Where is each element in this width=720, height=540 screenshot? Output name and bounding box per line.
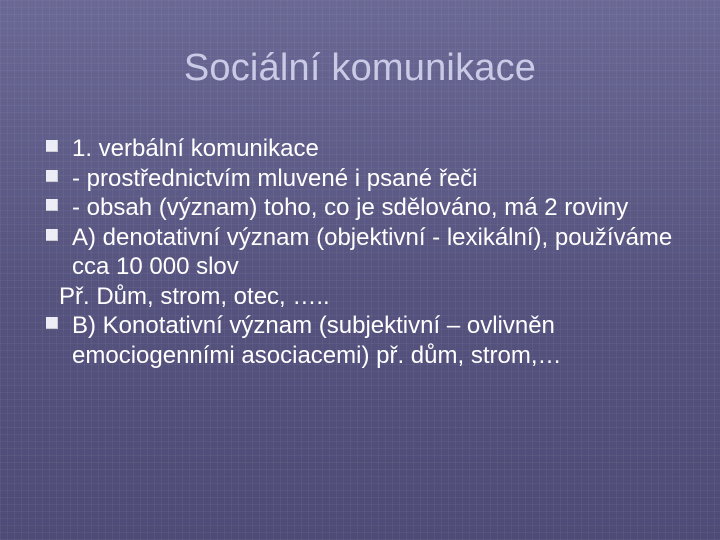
list-item-text: - prostřednictvím mluvené i psané řeči [72,164,478,192]
list-item-text: A) denotativní význam (objektivní - lexikální), používáme cca 10 000 slov [72,223,673,280]
list-item [46,164,686,194]
square-bullet-icon [46,199,58,211]
example-text: Př. Dům, strom, otec, ….. [59,282,330,310]
list-item [46,223,686,282]
list-item [46,134,686,164]
square-bullet-icon [46,317,58,329]
list-item-text: 1. verbální komunikace [72,135,319,162]
slide-title: Sociální komunikace [183,47,537,89]
list-item [46,193,686,223]
square-bullet-icon [46,170,58,182]
list-item [46,311,686,370]
square-bullet-icon [46,229,58,241]
slide-body [46,134,686,370]
list-item-text: B) Konotativní význam (subjektivní – ovlivněn emociogenními asociacemi) př. dům, strom,… [72,312,562,369]
square-bullet-icon [46,140,58,152]
example-line [46,282,686,312]
list-item-text: - obsah (význam) toho, co je sdělováno, má 2 roviny [72,194,629,221]
